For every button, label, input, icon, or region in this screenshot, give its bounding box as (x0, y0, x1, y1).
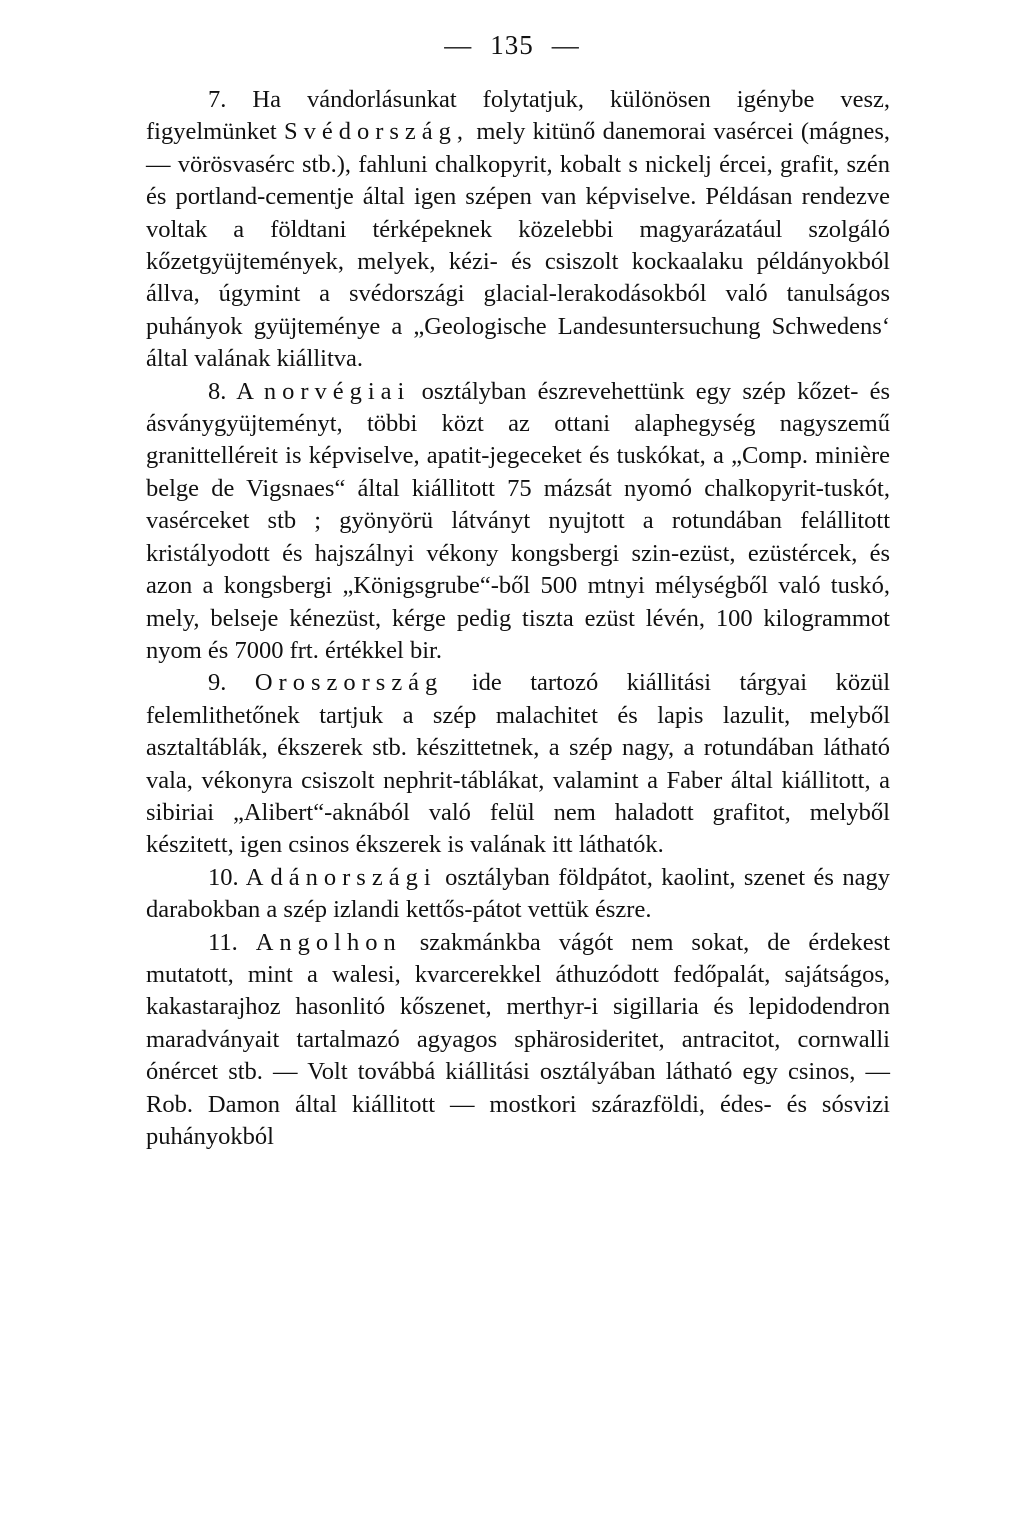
paragraph-number: 8. (208, 377, 227, 405)
paragraph-number: 10. (208, 863, 239, 891)
paragraph-10 (146, 862, 890, 927)
country-name: dánországi (270, 863, 437, 891)
paragraph-7 (146, 84, 890, 376)
country-name: norvégiai (263, 377, 411, 405)
country-name: Oroszország (254, 669, 444, 697)
page-body (146, 84, 890, 1153)
paragraph-number: 7. (208, 86, 227, 113)
paragraph-number: 11. (208, 928, 238, 956)
paragraph-lead: A (245, 863, 263, 891)
paragraph-number: 9. (208, 669, 227, 697)
paragraph-11 (146, 927, 890, 1154)
page-number: 135 (490, 30, 534, 60)
paragraph-text: mely kitünő danemorai vasércei (mágnes, — vörösvasérc stb.), fahluni chalkopyrit, kobalt s nickelj ércei, grafit, szén és portland-cementje által igen szépen van képviselve. Példásan rendezve voltak a földtani térképeknek közelebbi magyarázatául szolgáló kőzetgyüjtemények, melyek, kézi- és csiszolt kockaalaku példányokból állva, úgymint a svédországi glacial-lerakodásokból való tanulságos puhányok gyüjteménye a „Geologische Landesuntersuchung Schwedens‘ által valának kiállitva. (146, 118, 891, 373)
paragraph-text: osztályban földpátot, kaolint, szenet és nagy darabokban a szép izlandi kettős-pátot vettük észre. (146, 863, 890, 924)
paragraph-text: ide tartozó kiállitási tárgyai közül felemlithetőnek tartjuk a szép malachitet és lapis lazulit, melyből asztaltáblák, ékszerek stb. készittetnek, a szép nagy, a rotundában látható vala, vékonyra csiszolt nephrit-táblákat, valamint a Faber által kiállitott, a sibiriai „Alibert“-aknából való felül nem haladott grafitot, melyből készitett, igen csinos ékszerek is valának itt láthatók. (146, 669, 891, 859)
paragraph-lead: Ha vándorlásunkat folytatjuk, különösen igénybe vesz, figyelmünket (146, 86, 891, 146)
paragraph-lead: A (236, 377, 253, 405)
paragraph-9 (146, 667, 890, 861)
country-name: Angolhon (255, 928, 402, 956)
paragraph-8 (146, 376, 890, 668)
paragraph-text: szakmánkba vágót nem sokat, de érdekest mutatott, mint a walesi, kvarcerekkel áthuzódott fedőpalát, sajátságos, kakastarajhoz hasonlitó kőszenet, merthyr-i sigillaria és lepidodendron maradványait tartalmazó agyagos sphärosideritet, antracitot, cornwalli ónércet stb. — Volt továbbá kiállitási osztályában látható egy csinos, — Rob. Damon által kiállitott — mostkori szárazföldi, édes- és sósvizi puhányokból (146, 928, 890, 1150)
country-name: Svédország, (283, 118, 470, 146)
header-dash-right: — (551, 30, 580, 60)
paragraph-text: osztályban észrevehettünk egy szép kőzet- és ásványgyüjteményt, többi közt az ottani alaphegység nagyszemű granittelléreit is képviselve, apatit-jegeceket és tuskókat, a „Comp. minière belge de Vigsnaes“ által kiállitott 75 mázsát nyomó chalkopyrit-tuskót, vasérceket stb ; gyönyörü látványt nyujtott a rotundában felállitott kristályodott és hajszálnyi vékony kongsbergi szin-ezüst, ezüstércek, és azon a kongsbergi „Königsgrube“-ből 500 mtnyi mélységből való tuskó, mely, belseje kénezüst, kérge pedig tiszta ezüst lévén, 100 kilogrammot nyom és 7000 frt. értékkel bir. (146, 377, 891, 664)
header-dash-left: — (444, 30, 473, 60)
page-header (0, 30, 1024, 61)
